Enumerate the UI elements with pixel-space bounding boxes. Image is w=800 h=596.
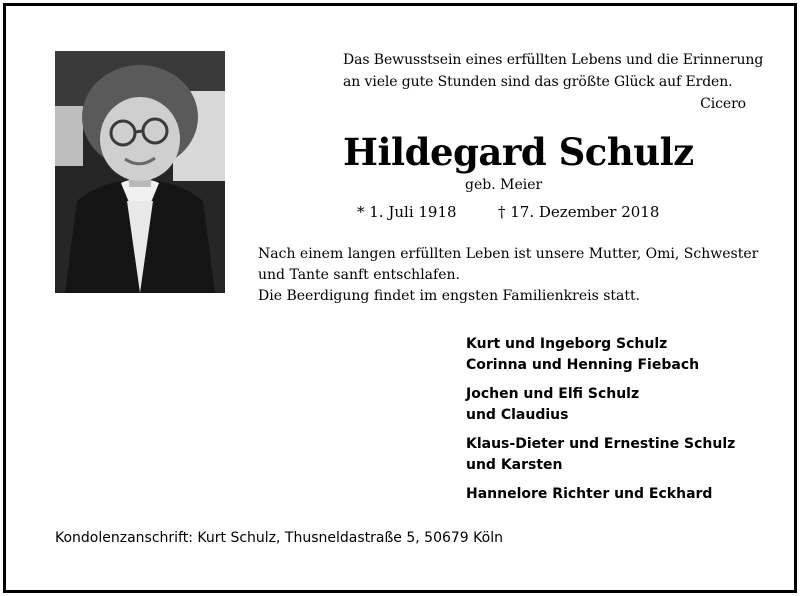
mourner-line: Jochen und Elfi Schulz bbox=[466, 386, 640, 402]
quote-block bbox=[343, 49, 764, 115]
maiden-name: geb. Meier bbox=[465, 177, 543, 193]
mourner-line: Hannelore Richter und Eckhard bbox=[466, 486, 713, 502]
quote-line: an viele gute Stunden sind das größte Glück auf Erden. bbox=[343, 74, 733, 90]
mourner-group bbox=[466, 384, 786, 426]
mourner-group bbox=[466, 434, 786, 476]
message-line: Die Beerdigung findet im engsten Familienkreis statt. bbox=[258, 288, 641, 304]
mourner-line: Kurt und Ingeborg Schulz bbox=[466, 336, 668, 352]
mourner-line: Corinna und Henning Fiebach bbox=[466, 357, 700, 373]
mourner-line: und Karsten bbox=[466, 457, 563, 473]
notice-message bbox=[258, 244, 778, 307]
quote-author: Cicero bbox=[700, 96, 746, 112]
mourner-group bbox=[466, 334, 786, 376]
mourners-list bbox=[466, 334, 786, 513]
deceased-name: Hildegard Schulz bbox=[343, 130, 694, 174]
message-line: Nach einem langen erfüllten Leben ist unsere Mutter, Omi, Schwester bbox=[258, 246, 759, 262]
message-line: und Tante sanft entschlafen. bbox=[258, 267, 460, 283]
portrait-photo bbox=[55, 51, 225, 293]
mourner-group bbox=[466, 484, 786, 505]
death-date: † 17. Dezember 2018 bbox=[498, 203, 660, 221]
mourner-line: und Claudius bbox=[466, 407, 569, 423]
birth-date: * 1. Juli 1918 bbox=[357, 203, 457, 221]
mourner-line: Klaus-Dieter und Ernestine Schulz bbox=[466, 436, 736, 452]
quote-line: Das Bewusstsein eines erfüllten Lebens und die Erinnerung bbox=[343, 52, 764, 68]
condolence-address: Kondolenzanschrift: Kurt Schulz, Thusneldastraße 5, 50679 Köln bbox=[55, 530, 503, 546]
